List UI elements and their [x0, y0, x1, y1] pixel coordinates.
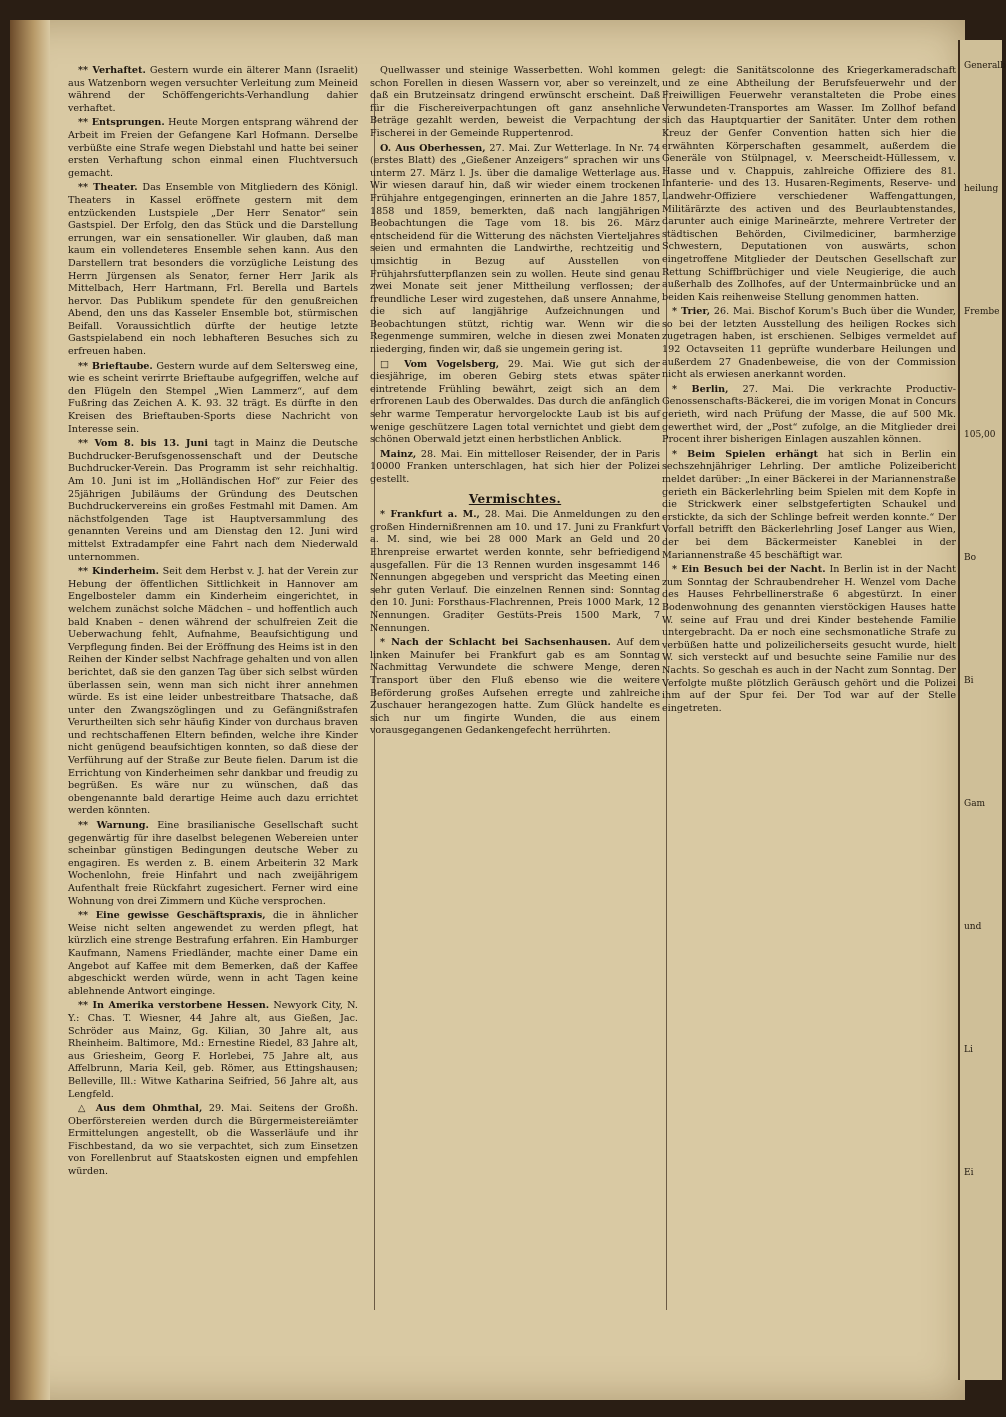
article-text: 28. Mai. Ein mittelloser Reisender, der in Paris 10000 Franken unterschlagen, hat sich hier der Polizei gestellt.: [370, 448, 660, 485]
article-title: ** Warnung.: [78, 820, 149, 832]
article-title: ** Kinderheim.: [78, 566, 159, 578]
article-title: ** Vom 8. bis 13. Juni: [78, 438, 209, 450]
article-text: Heute Morgen entsprang während der Arbeit im Freien der Gefangene Karl Hofmann. Derselbe verbüßte eine Strafe wegen Diebstahl und hatte bei seiner ersten Verhaftung schon einmal einen Fluchtversuch gemacht.: [68, 117, 359, 179]
article-title: □ Vom Vogelsberg,: [380, 358, 500, 370]
article-title: * Trier,: [672, 306, 711, 318]
article-text: 28. Mai. Die Anmeldungen zu den großen Hindernißrennen am 10. und 17. Juni zu Frankfurt a. M. sind, wie bei 28 000 Mark an Geld und 20 Ehrenpreise erwartet werden konnte, sehr befriedigend ausgefallen. Für die 13 Rennen wurden insgesammt 146 Nennungen abgegeben und verspricht das Meeting einen sehr guten Verlauf. Die einzelnen Rennen sind: Sonntag den 10. Juni: Forsthaus-Flachrennen, Preis 1000 Mark, 12 Nennungen. Gradițer Gestüts-Preis 1500 Mark, 7 Nennungen.: [370, 509, 660, 634]
article-title: ** Verhaftet.: [78, 65, 146, 76]
article-text: 27. Mai. Die verkrachte Productiv-Genossenschafts-Bäckerei, die im vorigen Monat in Concurs gerieth, wird nach Prüfung der Masse, die auf 500 Mk. gewerthet wird, der „Post“ zufolge, an die Mitglieder drei Procent ihrer bisherigen Einlagen auszahlen können.: [662, 383, 956, 446]
article-title: * Frankfurt a. M.,: [380, 509, 480, 521]
article-paragraph: [662, 65, 956, 304]
article-title: * Nach der Schlacht bei Sachsenhausen.: [380, 637, 611, 649]
adjacent-page-fragment: Gam: [964, 799, 986, 809]
adjacent-page-edge: [958, 40, 1006, 1380]
article-text: Gestern wurde auf dem Seltersweg eine, wie es scheint verirrte Brieftaube aufgegriffen, welche auf den Flügeln den Stempel „Wien Lammerz“, auf dem Fußring das Zeichen A. K. 93. 32 trägt. Es dürfte in den Kreisen des Brieftauben-Sports diese Nachricht von Interesse sein.: [68, 360, 358, 435]
article-paragraph: [68, 566, 358, 818]
article-paragraph: [68, 438, 358, 564]
adjacent-page-fragment: Li: [964, 1045, 973, 1055]
book-binding: [10, 20, 50, 1400]
article-title: ** In Amerika verstorbene Hessen.: [78, 1000, 270, 1012]
article-text: In Berlin ist in der Nacht zum Sonntag der Schraubendreher H. Wenzel vom Dache des Hauses Fehrbellinerstraße 6 abgestürzt. In einer Bodenwohnung des genannten vierstöckigen Hauses hatte W. seine auf Frau und drei Kinder bestehende Familie untergebracht. Da er noch eine sechsmonatliche Strafe zu verbüßen hatte und polizeilicherseits gesucht wurde, hielt W. sich versteckt auf und besuchte seine Familie nur des Nachts. So geschah es auch in der Nacht zum Sonntag. Der Verfolgte mußte plötzlich Geräusch gehört und die Polizei ihm auf der Spur fei. Der Tod war auf der Stelle eingetreten.: [662, 564, 956, 714]
article-text: gelegt: die Sanitätscolonne des Kriegerkameradschaft und ze eine Abtheilung der Berufsfeuerwehr und der Freiwilligen Feuerwehr veranstalteten die Probe eines Verwundeten-Transportes am Wasser. Im Zollhof befand sich das Hauptquartier der Sanitäter. Unter dem rothen Kreuz der Genfer Convention hatten sich hier die erwähnten Körperschaften gesammelt, außerdem die Generäle von Stülpnagel, v. Meerscheidt-Hüllessem, v. Hasse und v. Chappuis, zahlreiche Offiziere des 81. Infanterie- und des 13. Husaren-Regiments, Reserve- und Landwehr-Offiziere verschiedener Waffengattungen, Militärärzte des activen und des Beurlaubtenstandes, darunter auch einige Marineärzte, mehrere Vertreter der städtischen Behörden, Civilmediciner, barmherzige Schwestern, Deputationen von auswärts, schon eingetroffene Mitglieder der Deutschen Gesellschaft zur Rettung Schiffbrüchiger und viele Neugierige, die auch außerhalb des Zollhofes, auf der Untermainbrücke und an beiden Kais reihenweise Stellung genommen hatten.: [662, 65, 956, 303]
article-text: Newyork City, N. Y.: Chas. T. Wiesner, 44 Jahre alt, aus Gießen, Jac. Schröder aus Mainz, Gg. Kilian, 30 Jahre alt, aus Rheinheim. Baltimore, Md.: Ernestine Riedel, 83 Jahre alt, aus Griesheim, Georg F. Horlebei, 75 Jahre alt, aus Affelbrunn, Maria Keil, geb. Römer, aus Ettingshausen; Belleville, Ill.: Witwe Katharina Seifried, 56 Jahre alt, aus Lengfeld.: [68, 1000, 358, 1100]
article-title: △ Aus dem Ohmthal,: [78, 1103, 203, 1115]
article-title: ** Brieftaube.: [78, 360, 153, 372]
article-paragraph: [370, 143, 660, 357]
article-paragraph: [662, 449, 956, 562]
article-text: hat sich in Berlin ein sechszehnjähriger Lehrling. Der amtliche Polizeibericht meldet darüber: „In einer Bäckerei in der Mariannenstraße gerieth ein Bäckerlehrling beim Spielen mit dem Kopfe in die Strickwerk einer selbstgefertigten Schaukel und erstickte, da sich der Schlinge befreit werden konnte.“ Der Vorfall betrifft den Bäckerlehrling Josef Langer aus Wien, der bei dem Bäckermeister Kaneblei in der Mariannenstraße 45 beschäftigt war.: [662, 448, 956, 561]
adjacent-page-fragment: heilung: [964, 184, 999, 194]
article-title: * Berlin,: [672, 383, 729, 395]
adjacent-page-fragment: Frembe: [964, 307, 1000, 317]
article-text: die in ähnlicher Weise nicht selten angewendet zu werden pflegt, hat kürzlich eine strenge Bestrafung erfahren. Ein Hamburger Kaufmann, Namens Friedländer, machte einer Dame ein Angebot auf Kaffee mit dem Bemerken, daß der Kaffee abgeschickt werden würde, wenn in acht Tagen keine ablehnende Antwort einginge.: [68, 910, 358, 997]
article-paragraph: [68, 820, 358, 908]
article-paragraph: [370, 65, 660, 141]
article-title: ** Eine gewisse Geschäftspraxis,: [78, 910, 266, 922]
article-paragraph: [662, 384, 956, 447]
article-paragraph: [370, 449, 660, 487]
article-text: Gestern wurde ein älterer Mann (Israelit) aus Watzenborn wegen versuchter Verleitung zum Meineid während der Schöffengerichts-Verhandlung dahier verhaftet.: [68, 65, 358, 114]
section-heading: Vermischtes.: [468, 491, 562, 506]
article-paragraph: [662, 306, 956, 382]
article-paragraph: [662, 564, 956, 715]
adjacent-page-fragment: Bo: [964, 553, 977, 563]
adjacent-page-fragment: und: [964, 922, 982, 932]
article-paragraph: [370, 509, 660, 635]
article-text: Quellwasser und steinige Wasserbetten. Wohl kommen schon Forellen in diesen Wassern vor, aber so vereinzelt, daß ein Brutzeinsatz dringend erwünscht erscheint. Daß für die Fischereiverpachtungen oft ganz ansehnliche Beträge gezahlt werden, beweist die Verpachtung der Fischerei in der Gemeinde Ruppertenrod.: [370, 65, 660, 139]
article-paragraph: [68, 117, 358, 180]
article-text: Eine brasilianische Gesellschaft sucht gegenwärtig für ihre daselbst belegenen Webereien unter scheinbar günstigen Bedingungen deutsche Weber zu engagiren. Es werden z. B. einem Arbeiterin 32 Mark Wochenlohn, freie Hinfahrt und nach zweijährigem Aufenthalt freie Rückfahrt zugesichert. Ferner wird eine Wohnung von drei Zimmern und Küche versprochen.: [68, 820, 358, 907]
column-2: [370, 65, 660, 1305]
article-text: 26. Mai. Bischof Korum's Buch über die Wunder, so bei der letzten Ausstellung des heiligen Rockes sich zugetragen haben, ist erschienen. Selbiges vermeldet auf 192 Octavseiten 11 geprüfte wunderbare Heilungen und außerdem 27 Gnadenbeweise, die von der Commission nicht als erwiesen anerkannt worden.: [662, 306, 956, 381]
adjacent-page-fragment: Bi: [964, 676, 974, 686]
article-title: * Ein Besuch bei der Nacht.: [672, 564, 826, 576]
column-3: [662, 65, 956, 1305]
article-paragraph: [68, 65, 358, 115]
article-text: 27. Mai. Zur Wetterlage. In Nr. 74 (erstes Blatt) des „Gießener Anzeigers“ sprachen wir uns unterm 27. März l. Js. über die damalige Wetterlage aus. Wir wiesen darauf hin, daß wir wieder einem trockenen Frühjahre entgegengingen, erinnerten an die Jahre 1857, 1858 und 1859, bemerkten, daß nach langjährigen Beobachtungen die Tage vom 18. bis 26. März entscheidend für die Witterung des nächsten Vierteljahres seien und ermahnten die Landwirthe, rechtzeitig und umsichtig in Bezug auf Ausstellen von Frühjahrsfutterpflanzen sein zu wollen. Heute sind genau zwei Monate seit jener Mittheilung verflossen; der freundliche Leser wird zugestehen, daß unsere Annahme, die sich auf langjährige Aufzeichnungen und Beobachtungen stützt, richtig war. Wenn wir die Regenmenge summiren, welche in diesen zwei Monaten niederging, finden wir, daß sie ungemein gering ist.: [370, 142, 660, 356]
article-paragraph: [370, 359, 660, 447]
article-paragraph: [68, 910, 358, 998]
article-paragraph: [370, 637, 660, 738]
adjacent-page-fragment: Generalb: [964, 61, 1006, 71]
article-text: Seit dem Herbst v. J. hat der Verein zur Hebung der öffentlichen Sittlichkeit in Hannover am Engelbosteler damm ein Kinderheim eingerichtet, in welchem zunächst solche Mädchen – und hoffentlich auch bald Knaben – denen während der schulfreien Zeit die Ueberwachung fehlt, Aufnahme, Beaufsichtigung und Verpflegung finden. Bei der Eröffnung des Heims ist in den Reihen der Kinder selbst Nachfrage gehalten und von allen berichtet, daß sie den ganzen Tag über sich selbst würden überlassen sein, wenn man sich nicht ihrer annehmen würde. Es ist eine leider unbestreitbare Thatsache, daß unter den Zwangszöglingen und zu Gefängnißstrafen Verurtheilten sich sehr häufig Kinder von durchaus braven und rechtschaffenen Eltern befinden, welche ihre Kinder nicht genügend beaufsichtigen konnten, so daß diese der Verführung auf der Straße zur Beute fielen. Darum ist die Errichtung von Kinderheimen sehr dankbar und freudig zu begrüßen. Es wäre nur zu wünschen, daß das obengenannte bald derartige Heime auch dazu errichtet werden könnten.: [68, 566, 358, 817]
article-title: ** Entsprungen.: [78, 117, 165, 129]
article-text: Auf dem linken Mainufer bei Frankfurt gab es am Sonntag Nachmittag Verwundete die schwere Menge, deren Transport über den Fluß ebenso wie die weitere Beförderung großes Aufsehen erregte und zahlreiche Zuschauer herangezogen hatte. Zum Glück handelte es sich nur um fingirte Wunden, die aus einem vorausgegangenen Gedankengefecht herrührten.: [370, 637, 661, 737]
article-title: ** Theater.: [78, 182, 138, 194]
adjacent-page-fragment: 105,00: [964, 430, 996, 440]
article-text: 29. Mai. Seitens der Großh. Oberförstereien werden durch die Bürgermeistereiämter Ermittelungen angestellt, ob die Wasserläufe und ihr Fischbestand, da wo sie verpachtet, sich zum Einsetzen von Forellenbrut auf Staatskosten eignen und empfehlen würden.: [68, 1103, 358, 1178]
article-paragraph: [68, 1103, 358, 1179]
article-paragraph: [68, 361, 358, 437]
article-paragraph: [68, 182, 358, 358]
article-text: tagt in Mainz die Deutsche Buchdrucker-Berufsgenossenschaft und der Deutsche Buchdrucker-Verein. Das Programm ist sehr reichhaltig. Am 10. Juni ist im „Holländischen Hof“ zur Feier des 25jährigen Jubiläums der Gründung des Deutschen Buchdruckervereins ein großes Festmahl mit Damen. Am nächstfolgenden Tage ist Hauptversammlung des genannten Vereins und am Dienstag den 12. Juni wird mittelst Extradampfer eine Fahrt nach dem Niederwald unternommen.: [68, 438, 358, 563]
column-1: [68, 65, 358, 1305]
article-text: Das Ensemble von Mitgliedern des Königl. Theaters in Kassel eröffnete gestern mit dem entzückenden Lustspiele „Der Herr Senator“ sein Gastspiel. Der Erfolg, den das Stück und die Darstellung errungen, war ein sensationeller. Wir glauben, daß man kaum ein vollendeteres Ensemble sehen kann. Aus den Darstellern trat besonders die vorzügliche Leistung des Herrn Jürgensen als Senator, ferner Herr Jarik als Mittelbach, Herr Hartmann, Frl. Berella und Bartels hervor. Das Publikum spendete für den genußreichen Abend, den uns das Kasseler Ensemble bot, stürmischen Beifall. Voraussichtlich dürfte der heutige letzte Gastspielabend ein noch lebhafteren Besuches sich zu erfreuen haben.: [68, 182, 358, 358]
adjacent-page-fragment: Ei: [964, 1168, 974, 1178]
article-title: * Beim Spielen erhängt: [672, 448, 818, 460]
article-paragraph: [68, 1000, 358, 1101]
article-title: O. Aus Oberhessen,: [380, 142, 486, 154]
article-title: Mainz,: [380, 448, 417, 460]
article-text: 29. Mai. Wie gut sich der diesjährige, im oberen Gebirg stets etwas später eintretende Frühling bewährt, zeigt sich an dem erfrorenen Laub des Oberwaldes. Das durch die anfänglich sehr warme Temperatur hervorgelockte Laub ist bis auf wenige geschützere Lagen total vernichtet und giebt dem schönen Oberwald jetzt einen herbstlichen Anblick.: [370, 358, 661, 446]
